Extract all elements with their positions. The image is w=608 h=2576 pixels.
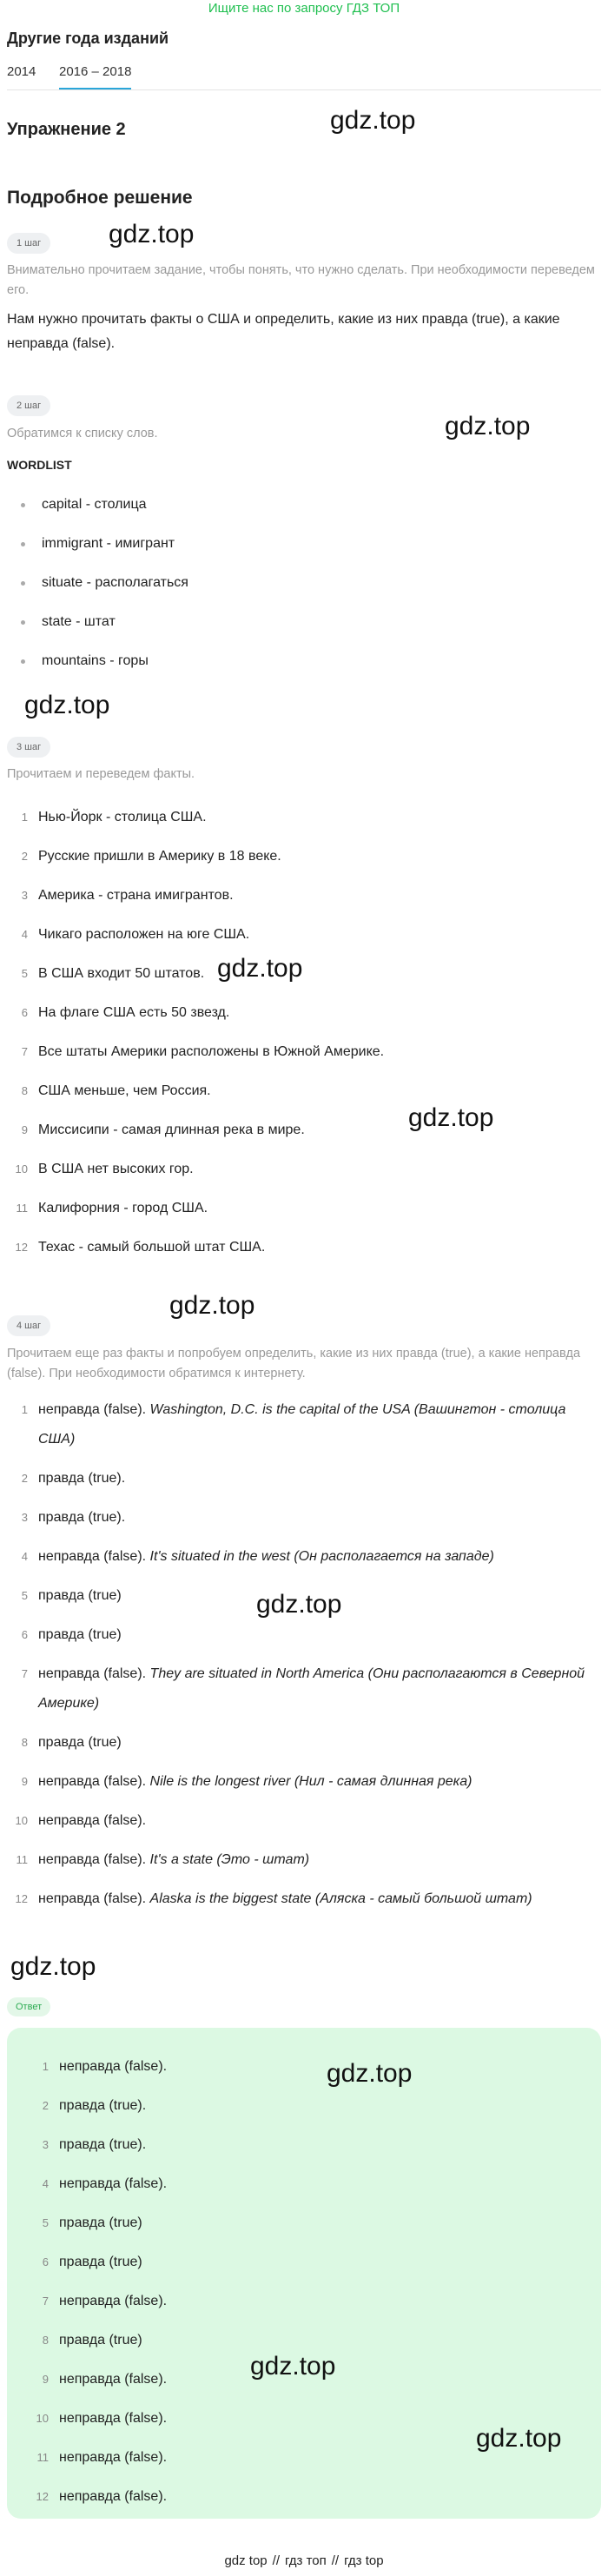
list-item: 1 неправда (false). Washington, D.C. is the capital of the USA (Вашингтон - столица США) bbox=[21, 1402, 566, 1447]
list-item: 3 правда (true). bbox=[21, 1510, 126, 1525]
wordlist-heading: WORDLIST bbox=[7, 458, 72, 472]
bullet-icon bbox=[21, 503, 25, 507]
step-badge: 3 шаг bbox=[7, 737, 50, 758]
list-item: 8 правда (true) bbox=[42, 2333, 142, 2348]
watermark: gdz.top bbox=[330, 106, 416, 135]
list-item: 4 неправда (false). It's situated in the west (Он располагается на западе) bbox=[21, 1549, 494, 1564]
list-item: 7 неправда (false). bbox=[42, 2294, 168, 2308]
exercise-title: Упражнение 2 bbox=[7, 120, 126, 139]
list-item: 5 правда (true) bbox=[21, 1588, 122, 1603]
list-item: 10 В США нет высоких гор. bbox=[15, 1162, 194, 1176]
list-item: 1 Нью-Йорк - столица США. bbox=[21, 810, 207, 824]
list-item: 9 неправда (false). bbox=[42, 2372, 168, 2387]
list-item: 3 правда (true). bbox=[42, 2137, 147, 2152]
step-badge: 2 шаг bbox=[7, 395, 50, 416]
step-badge: 1 шаг bbox=[7, 233, 50, 254]
footer-link-gdz-top-ru[interactable]: гдз топ bbox=[285, 2553, 327, 2568]
watermark: gdz.top bbox=[24, 691, 110, 719]
list-item: 5 правда (true) bbox=[42, 2215, 142, 2230]
watermark: gdz.top bbox=[217, 954, 303, 983]
list-item: state - штат bbox=[7, 609, 601, 648]
watermark: gdz.top bbox=[408, 1103, 494, 1132]
list-item: 7 неправда (false). They are situated in North America (Они располагаются в Северной Америке) bbox=[21, 1666, 585, 1711]
list-item: 6 правда (true) bbox=[21, 1627, 122, 1642]
list-item: 4 Чикаго расположен на юге США. bbox=[21, 927, 250, 942]
watermark: gdz.top bbox=[169, 1291, 255, 1320]
list-item: 11 неправда (false). bbox=[36, 2450, 168, 2465]
list-item: 7 Все штаты Америки расположены в Южной Америке. bbox=[21, 1044, 385, 1059]
answer-badge: Ответ bbox=[7, 1997, 50, 2016]
wordlist bbox=[7, 492, 601, 687]
list-item: mountains - горы bbox=[7, 648, 601, 687]
list-item: 8 США меньше, чем Россия. bbox=[21, 1083, 211, 1098]
list-item: 9 неправда (false). Nile is the longest river (Нил - самая длинная река) bbox=[21, 1774, 473, 1789]
watermark: gdz.top bbox=[250, 2352, 336, 2381]
list-item: 1 неправда (false). bbox=[42, 2059, 168, 2074]
bullet-icon bbox=[21, 581, 25, 586]
footer-links: gdz top // гдз топ // гдз top bbox=[224, 2553, 384, 2568]
search-banner: Ищите нас по запросу ГДЗ ТОП bbox=[208, 1, 400, 16]
bullet-icon bbox=[21, 542, 25, 546]
facts-list bbox=[7, 803, 589, 1272]
list-item: 6 правда (true) bbox=[42, 2255, 142, 2269]
list-item: 4 неправда (false). bbox=[42, 2176, 168, 2191]
footer-link-gdz-top-mixed[interactable]: гдз top bbox=[344, 2553, 384, 2568]
list-item: 3 Америка - страна имигрантов. bbox=[21, 888, 234, 903]
list-item: situate - располагаться bbox=[7, 570, 601, 609]
list-item: 2 правда (true). bbox=[21, 1471, 126, 1486]
bullet-icon bbox=[21, 620, 25, 625]
other-editions-title: Другие года изданий bbox=[7, 30, 169, 47]
true-false-list bbox=[7, 1395, 589, 1924]
step-hint: Прочитаем еще раз факты и попробуем определить, какие из них правда (true), а какие неправда (false). При необходимости обратимся к интернету. bbox=[7, 1347, 581, 1381]
watermark: gdz.top bbox=[109, 220, 195, 248]
tab-2016-2018[interactable]: 2016 – 2018 bbox=[59, 64, 131, 89]
step-hint: Прочитаем и переведем факты. bbox=[7, 767, 195, 781]
list-item: capital - столица bbox=[7, 492, 601, 531]
list-item: 8 правда (true) bbox=[21, 1735, 122, 1750]
list-item: 2 Русские пришли в Америку в 18 веке. bbox=[21, 849, 281, 864]
bullet-icon bbox=[21, 659, 25, 664]
edition-tabs bbox=[7, 63, 601, 90]
tab-2014[interactable]: 2014 bbox=[7, 64, 36, 79]
list-item: 12 неправда (false). bbox=[36, 2489, 168, 2504]
list-item: 10 неправда (false). bbox=[36, 2411, 168, 2426]
list-item: 12 Техас - самый большой штат США. bbox=[15, 1240, 266, 1255]
watermark: gdz.top bbox=[10, 1952, 96, 1981]
watermark: gdz.top bbox=[327, 2059, 413, 2088]
solution-title: Подробное решение bbox=[7, 188, 193, 208]
watermark: gdz.top bbox=[476, 2424, 562, 2453]
footer-link-gdz-top[interactable]: gdz top bbox=[224, 2553, 268, 2568]
list-item: 11 неправда (false). It's a state (Это - штат) bbox=[16, 1852, 310, 1867]
step-hint: Внимательно прочитаем задание, чтобы понять, что нужно сделать. При необходимости переведем его. bbox=[7, 263, 595, 297]
step-hint: Обратимся к списку слов. bbox=[7, 427, 158, 440]
list-item: 2 правда (true). bbox=[42, 2098, 147, 2113]
list-item: 5 В США входит 50 штатов. bbox=[21, 966, 205, 981]
step-text: Нам нужно прочитать факты о США и определить, какие из них правда (true), а какие неправда (false). bbox=[7, 312, 560, 351]
list-item: 6 На флаге США есть 50 звезд. bbox=[21, 1005, 230, 1020]
list-item: immigrant - имигрант bbox=[7, 531, 601, 570]
list-item: 10 неправда (false). bbox=[15, 1813, 147, 1828]
list-item: 11 Калифорния - город США. bbox=[16, 1201, 208, 1215]
step-badge: 4 шаг bbox=[7, 1315, 50, 1336]
watermark: gdz.top bbox=[445, 412, 531, 440]
watermark: gdz.top bbox=[256, 1590, 342, 1619]
list-item: 9 Миссисипи - самая длинная река в мире. bbox=[21, 1122, 305, 1137]
list-item: 12 неправда (false). Alaska is the biggest state (Аляска - самый большой штат) bbox=[15, 1891, 532, 1906]
